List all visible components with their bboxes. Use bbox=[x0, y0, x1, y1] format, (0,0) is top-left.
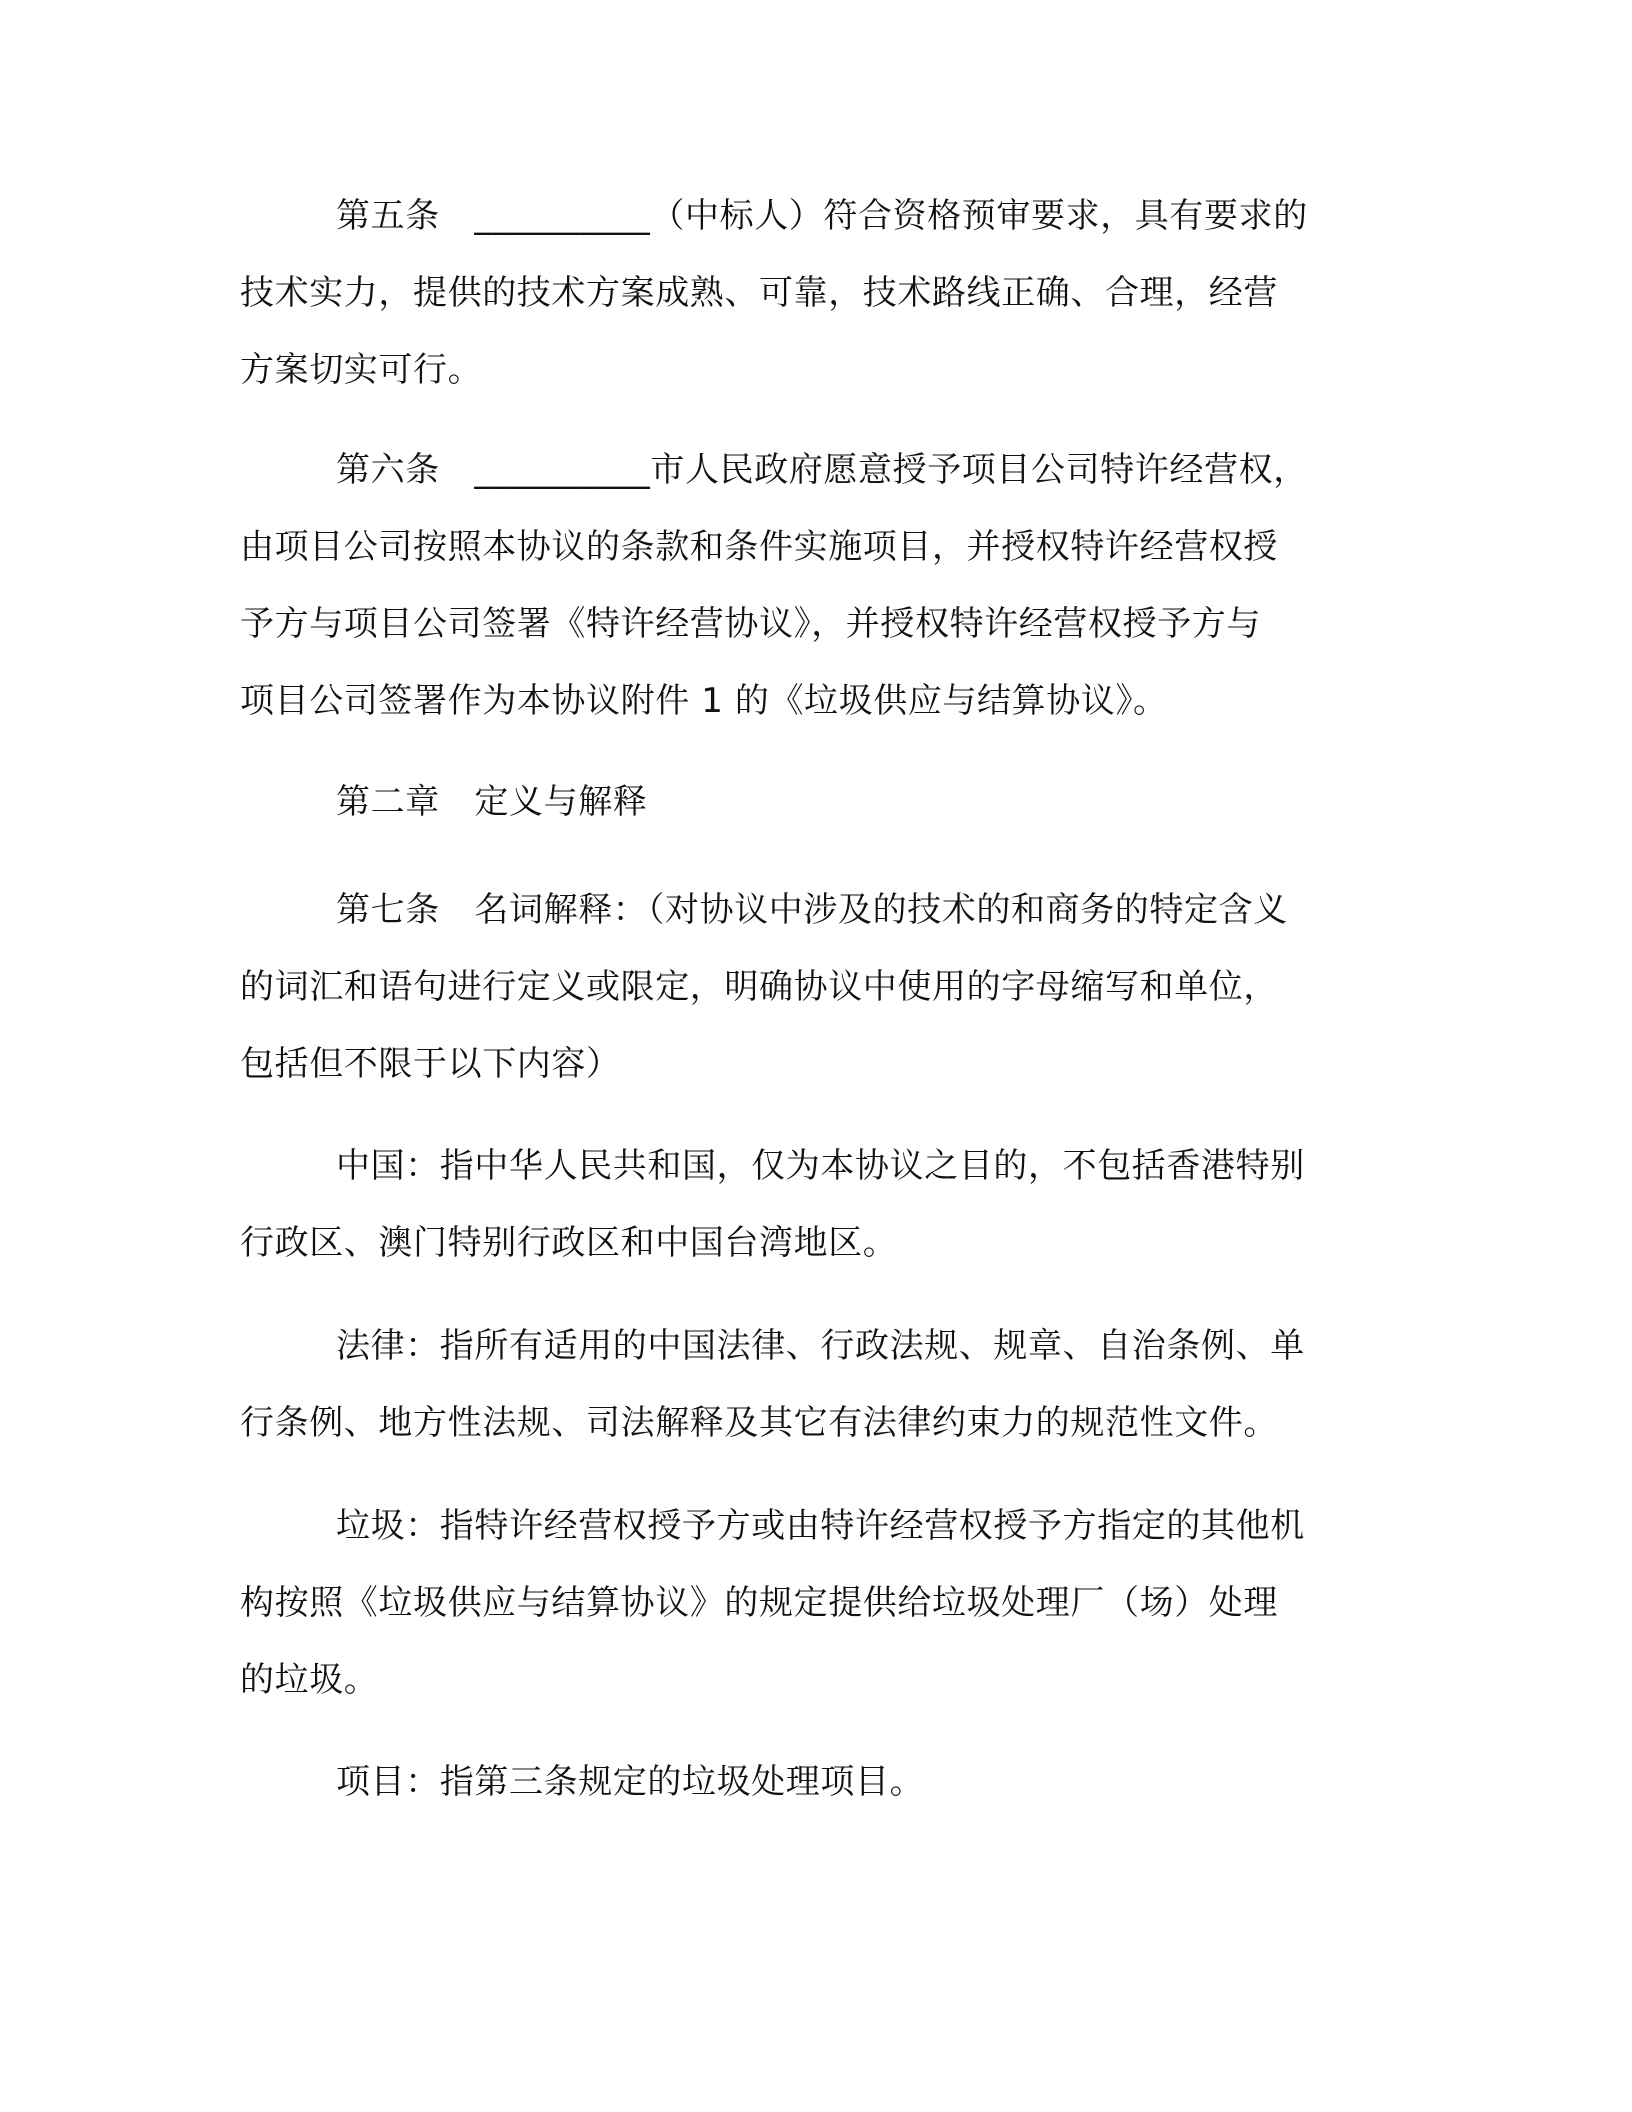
definition-china bbox=[240, 1128, 1380, 1282]
text-line: 予方与项目公司签署《特许经营协议》，并授权特许经营权授予方与 bbox=[240, 604, 1261, 644]
definition-project bbox=[240, 1744, 1380, 1821]
text-line: 垃圾：指特许经营权授予方或由特许经营权授予方指定的其他机 bbox=[336, 1506, 1305, 1546]
text-line: 项目公司签署作为本协议附件 1 的《垃圾供应与结算协议》。 bbox=[240, 681, 1168, 721]
text-line: 的垃圾。 bbox=[240, 1660, 379, 1700]
text-line: 项目：指第三条规定的垃圾处理项目。 bbox=[336, 1762, 925, 1802]
text-line: 技术实力，提供的技术方案成熟、可靠，技术路线正确、合理，经营 bbox=[240, 273, 1278, 313]
text-line: 行政区、澳门特别行政区和中国台湾地区。 bbox=[240, 1223, 898, 1263]
text-line: 行条例、地方性法规、司法解释及其它有法律约束力的规范性文件。 bbox=[240, 1403, 1278, 1443]
text-line: 第七条 名词解释：（对协议中涉及的技术的和商务的特定含义 bbox=[336, 890, 1288, 930]
text-line: 构按照《垃圾供应与结算协议》的规定提供给垃圾处理厂（场）处理 bbox=[240, 1583, 1278, 1623]
article-6 bbox=[240, 432, 1380, 740]
article-7 bbox=[240, 872, 1380, 1103]
definition-garbage bbox=[240, 1488, 1380, 1719]
definition-law bbox=[240, 1308, 1380, 1462]
text-line: 中国：指中华人民共和国，仅为本协议之目的，不包括香港特别 bbox=[336, 1146, 1305, 1186]
text-line: 第六条 __________市人民政府愿意授予项目公司特许经营权， bbox=[336, 450, 1308, 490]
article-5 bbox=[240, 178, 1380, 409]
text-line: 由项目公司按照本协议的条款和条件实施项目，并授权特许经营权授 bbox=[240, 527, 1278, 567]
text-line: 包括但不限于以下内容） bbox=[240, 1044, 621, 1084]
text-line: 法律：指所有适用的中国法律、行政法规、规章、自治条例、单 bbox=[336, 1326, 1305, 1366]
text-line: 方案切实可行。 bbox=[240, 350, 483, 390]
text-line: 的词汇和语句进行定义或限定，明确协议中使用的字母缩写和单位， bbox=[240, 967, 1278, 1007]
text-line: 第五条 __________（中标人）符合资格预审要求，具有要求的 bbox=[336, 196, 1308, 236]
chapter-2-heading bbox=[240, 764, 1380, 841]
text-line: 第二章 定义与解释 bbox=[336, 782, 648, 822]
